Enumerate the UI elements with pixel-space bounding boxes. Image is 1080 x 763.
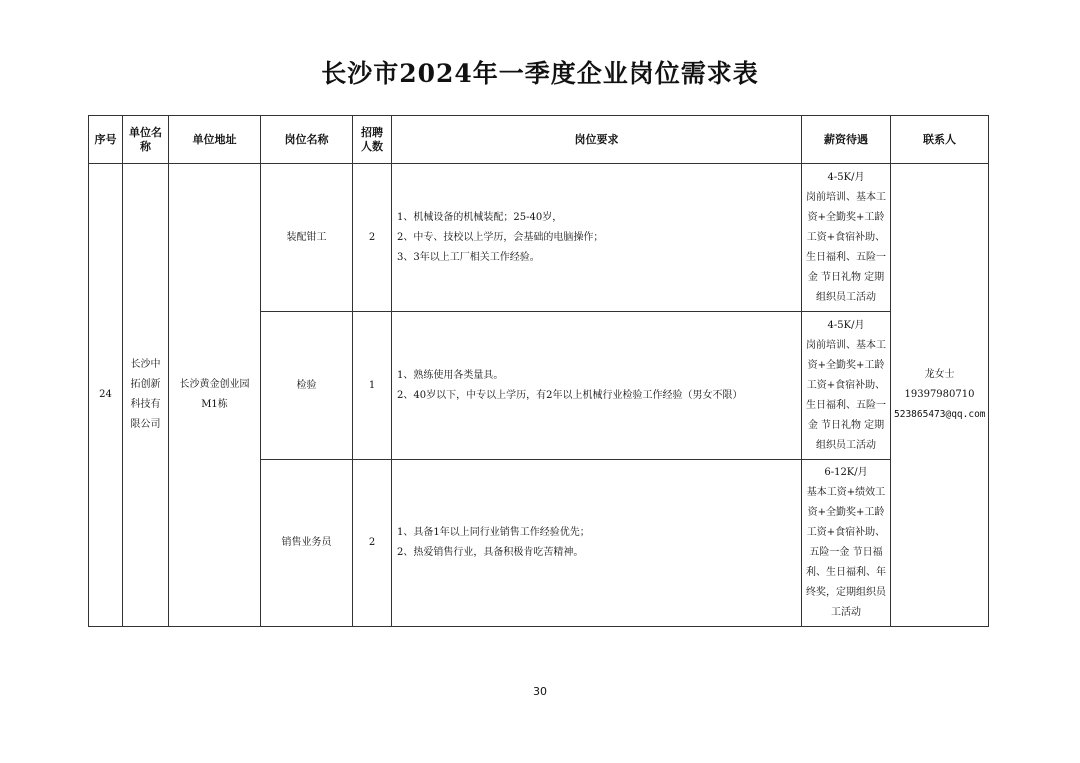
salary-cell xyxy=(802,164,891,312)
header-contact: 联系人 xyxy=(891,116,989,164)
position-cell: 装配钳工 xyxy=(261,164,353,312)
page-title: 长沙市2024年一季度企业岗位需求表 xyxy=(321,59,759,88)
salary-cell xyxy=(802,312,891,460)
requirement-line: 1、具备1年以上同行业销售工作经验优先； xyxy=(397,527,590,538)
salary-benefits: 基本工资+绩效工资+全勤奖+工龄工资+食宿补助、五险一金 节日福利、生日福利、年终奖，定期组织员工活动 xyxy=(806,487,886,618)
requirements-cell xyxy=(392,460,802,627)
position-cell: 检验 xyxy=(261,312,353,460)
salary-benefits: 岗前培训、基本工资+全勤奖+工龄工资+食宿补助、生日福利、五险一金 节日礼物 定期组织员工活动 xyxy=(806,191,886,303)
header-address: 单位地址 xyxy=(169,116,261,164)
requirement-line: 2、热爱销售行业，具备积极肯吃苦精神。 xyxy=(397,547,584,558)
salary-amount: 4-5K/月 xyxy=(827,171,865,183)
salary-cell xyxy=(802,460,891,627)
seq-cell: 24 xyxy=(89,164,123,627)
position-cell: 销售业务员 xyxy=(261,460,353,627)
count-cell: 1 xyxy=(353,312,392,460)
company-cell: 长沙中拓创新科技有限公司 xyxy=(123,164,169,627)
contact-name: 龙女士 xyxy=(924,369,955,380)
header-seq: 序号 xyxy=(89,116,123,164)
salary-amount: 4-5K/月 xyxy=(827,319,865,331)
salary-benefits: 岗前培训、基本工资+全勤奖+工龄工资+食宿补助、生日福利、五险一金 节日礼物 定期组织员工活动 xyxy=(806,339,886,451)
page-number: 30 xyxy=(533,685,547,698)
contact-phone: 19397980710 xyxy=(904,389,975,400)
requirement-line: 2、中专、技校以上学历，会基础的电脑操作； xyxy=(397,231,604,243)
requirement-line: 2、40岁以下，中专以上学历，有2年以上机械行业检验工作经验（男女不限） xyxy=(397,389,743,401)
header-count: 招聘人数 xyxy=(353,116,392,164)
requirements-cell xyxy=(392,312,802,460)
contact-cell xyxy=(891,164,989,627)
count-cell: 2 xyxy=(353,164,392,312)
header-salary: 薪资待遇 xyxy=(802,116,891,164)
header-requirements: 岗位要求 xyxy=(392,116,802,164)
header-position: 岗位名称 xyxy=(261,116,353,164)
job-demand-table xyxy=(88,115,989,627)
requirement-line: 1、机械设备的机械装配；25-40岁， xyxy=(397,211,563,223)
requirement-line: 1、熟练使用各类量具。 xyxy=(397,369,504,381)
contact-email: 523865473@qq.com xyxy=(894,409,986,420)
address-cell: 长沙黄金创业园M1栋 xyxy=(169,164,261,627)
count-cell: 2 xyxy=(353,460,392,627)
requirement-line: 3、3年以上工厂相关工作经验。 xyxy=(397,251,540,263)
header-company: 单位名称 xyxy=(123,116,169,164)
header-row xyxy=(89,116,989,164)
table-row xyxy=(89,164,989,312)
salary-amount: 6-12K/月 xyxy=(824,467,868,478)
requirements-cell xyxy=(392,164,802,312)
